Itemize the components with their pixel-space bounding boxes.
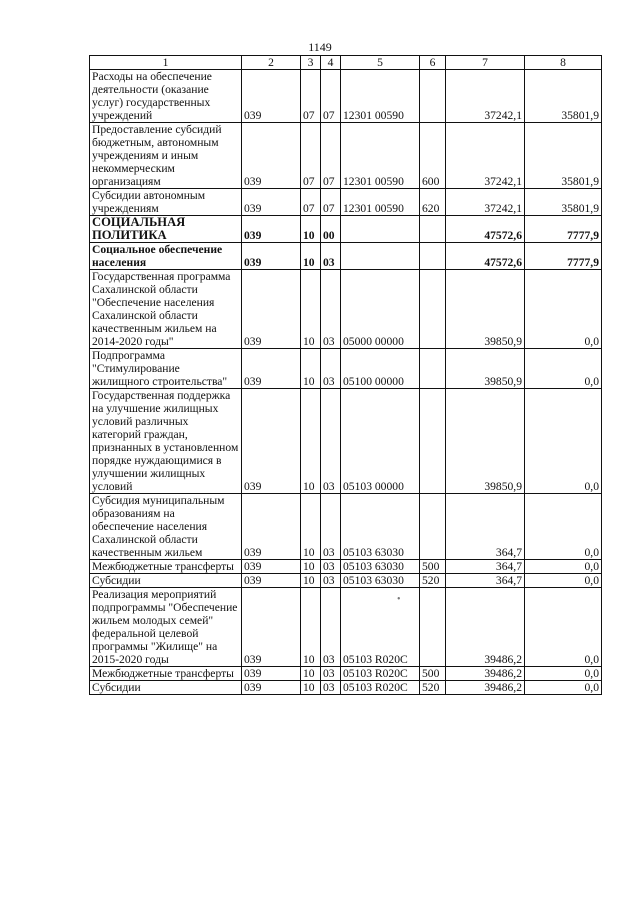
- table-cell: 03: [321, 588, 341, 667]
- table-cell: [420, 270, 446, 349]
- table-row: [90, 216, 602, 243]
- table-cell: 03: [321, 494, 341, 560]
- table-cell: [420, 216, 446, 243]
- header-cell: 7: [446, 56, 525, 70]
- table-cell: 05103 R020C: [341, 588, 420, 667]
- table-cell: 05100 00000: [341, 349, 420, 389]
- header-cell: 8: [525, 56, 602, 70]
- row-name-cell: Государственная поддержка на улучшение жилищных условий различных категорий граждан, признанных в установленном порядке нуждающимися в улучшении жилищных условий: [90, 389, 242, 494]
- table-cell: 05103 63030: [341, 494, 420, 560]
- table-cell: 39850,9: [446, 270, 525, 349]
- table-cell: 10: [301, 349, 321, 389]
- table-cell: 039: [242, 349, 301, 389]
- row-name-cell: Подпрограмма "Стимулирование жилищного строительства": [90, 349, 242, 389]
- table-cell: 05103 00000: [341, 389, 420, 494]
- table-cell: 039: [242, 681, 301, 695]
- table-cell: 364,7: [446, 494, 525, 560]
- row-name-cell: Расходы на обеспечение деятельности (оказание услуг) государственных учреждений: [90, 70, 242, 123]
- table-cell: [341, 216, 420, 243]
- table-cell: 03: [321, 681, 341, 695]
- table-cell: 35801,9: [525, 123, 602, 189]
- row-name-cell: Предоставление субсидий бюджетным, автономным учреждениям и иным некоммерческим организациям: [90, 123, 242, 189]
- table-cell: [420, 349, 446, 389]
- table-cell: 05103 R020C: [341, 681, 420, 695]
- table-cell: 0,0: [525, 560, 602, 574]
- table-row: [90, 560, 602, 574]
- table-cell: 039: [242, 270, 301, 349]
- table-row: [90, 243, 602, 270]
- table-cell: 0,0: [525, 681, 602, 695]
- table-cell: 03: [321, 270, 341, 349]
- table-cell: 35801,9: [525, 189, 602, 216]
- row-name-cell: Субсидии автономным учреждениям: [90, 189, 242, 216]
- table-row: [90, 70, 602, 123]
- scan-mark: •: [397, 594, 401, 605]
- table-cell: 364,7: [446, 574, 525, 588]
- table-cell: 500: [420, 667, 446, 681]
- table-cell: 039: [242, 588, 301, 667]
- table-cell: 03: [321, 560, 341, 574]
- table-cell: 0,0: [525, 574, 602, 588]
- table-row: [90, 574, 602, 588]
- table-cell: 039: [242, 389, 301, 494]
- table-cell: 39850,9: [446, 349, 525, 389]
- table-cell: [420, 243, 446, 270]
- table-cell: 0,0: [525, 270, 602, 349]
- table-cell: 05103 R020C: [341, 667, 420, 681]
- table-cell: 10: [301, 270, 321, 349]
- table-cell: 39486,2: [446, 681, 525, 695]
- table-cell: 10: [301, 681, 321, 695]
- table-row: [90, 494, 602, 560]
- table-cell: 39486,2: [446, 588, 525, 667]
- table-cell: [420, 494, 446, 560]
- table-cell: 039: [242, 123, 301, 189]
- table-cell: 0,0: [525, 667, 602, 681]
- table-cell: 07: [301, 123, 321, 189]
- table-cell: 039: [242, 189, 301, 216]
- table-cell: 05000 00000: [341, 270, 420, 349]
- table-cell: 03: [321, 243, 341, 270]
- header-cell: 4: [321, 56, 341, 70]
- table-cell: 07: [321, 189, 341, 216]
- table-cell: 039: [242, 667, 301, 681]
- table-cell: 620: [420, 189, 446, 216]
- table-cell: 364,7: [446, 560, 525, 574]
- table-cell: 39850,9: [446, 389, 525, 494]
- table-cell: 10: [301, 667, 321, 681]
- table-cell: 0,0: [525, 389, 602, 494]
- table-cell: 500: [420, 560, 446, 574]
- table-cell: 03: [321, 574, 341, 588]
- table-row: [90, 667, 602, 681]
- table-cell: 07: [321, 70, 341, 123]
- table-cell: 00: [321, 216, 341, 243]
- table-cell: 03: [321, 349, 341, 389]
- row-name-cell: Реализация мероприятий подпрограммы "Обеспечение жильем молодых семей" федеральной целевой программы "Жилище" на 2015-2020 годы: [90, 588, 242, 667]
- budget-table: [89, 55, 602, 695]
- table-cell: 0,0: [525, 494, 602, 560]
- table-cell: [420, 70, 446, 123]
- table-cell: 10: [301, 588, 321, 667]
- table-cell: 47572,6: [446, 243, 525, 270]
- table-cell: 600: [420, 123, 446, 189]
- table-row: [90, 588, 602, 667]
- table-cell: 039: [242, 494, 301, 560]
- header-cell: 1: [90, 56, 242, 70]
- table-cell: 05103 63030: [341, 560, 420, 574]
- table-cell: 07: [301, 189, 321, 216]
- table-cell: 07: [321, 123, 341, 189]
- header-cell: 5: [341, 56, 420, 70]
- table-row: [90, 389, 602, 494]
- table-cell: 07: [301, 70, 321, 123]
- table-cell: 039: [242, 216, 301, 243]
- row-name-cell: Социальное обеспечение населения: [90, 243, 242, 270]
- page-number: 1149: [308, 40, 332, 54]
- header-cell: 2: [242, 56, 301, 70]
- table-cell: 10: [301, 560, 321, 574]
- table-cell: 7777,9: [525, 243, 602, 270]
- table-cell: 39486,2: [446, 667, 525, 681]
- table-cell: 039: [242, 560, 301, 574]
- header-cell: 6: [420, 56, 446, 70]
- table-cell: 12301 00590: [341, 189, 420, 216]
- table-cell: 7777,9: [525, 216, 602, 243]
- table-cell: 10: [301, 243, 321, 270]
- table-cell: 0,0: [525, 349, 602, 389]
- table-cell: 10: [301, 494, 321, 560]
- table-cell: 12301 00590: [341, 123, 420, 189]
- row-name-cell: Субсидии: [90, 681, 242, 695]
- table-cell: 03: [321, 667, 341, 681]
- table-row: [90, 189, 602, 216]
- table-cell: 10: [301, 574, 321, 588]
- table-cell: 520: [420, 574, 446, 588]
- table-cell: 039: [242, 574, 301, 588]
- row-name-cell: Государственная программа Сахалинской области "Обеспечение населения Сахалинской области качественным жильем на 2014-2020 годы": [90, 270, 242, 349]
- row-name-cell: Субсидия муниципальным образованиям на обеспечение населения Сахалинской области качественным жильем: [90, 494, 242, 560]
- table-row: [90, 270, 602, 349]
- table-cell: 12301 00590: [341, 70, 420, 123]
- table-cell: 35801,9: [525, 70, 602, 123]
- table-cell: 03: [321, 389, 341, 494]
- row-name-cell: Межбюджетные трансферты: [90, 667, 242, 681]
- row-name-cell: СОЦИАЛЬНАЯ ПОЛИТИКА: [90, 216, 242, 243]
- header-row: [90, 56, 602, 70]
- table-cell: 520: [420, 681, 446, 695]
- table-cell: 37242,1: [446, 189, 525, 216]
- table-row: [90, 349, 602, 389]
- table-row: [90, 681, 602, 695]
- table-cell: 10: [301, 389, 321, 494]
- table-cell: 10: [301, 216, 321, 243]
- table-cell: 0,0: [525, 588, 602, 667]
- table-cell: 37242,1: [446, 70, 525, 123]
- header-cell: 3: [301, 56, 321, 70]
- table-cell: 039: [242, 70, 301, 123]
- table-cell: 37242,1: [446, 123, 525, 189]
- table-cell: [420, 588, 446, 667]
- table-cell: 05103 63030: [341, 574, 420, 588]
- table-row: [90, 123, 602, 189]
- table-cell: [341, 243, 420, 270]
- table-cell: 47572,6: [446, 216, 525, 243]
- row-name-cell: Межбюджетные трансферты: [90, 560, 242, 574]
- row-name-cell: Субсидии: [90, 574, 242, 588]
- table-cell: [420, 389, 446, 494]
- table-cell: 039: [242, 243, 301, 270]
